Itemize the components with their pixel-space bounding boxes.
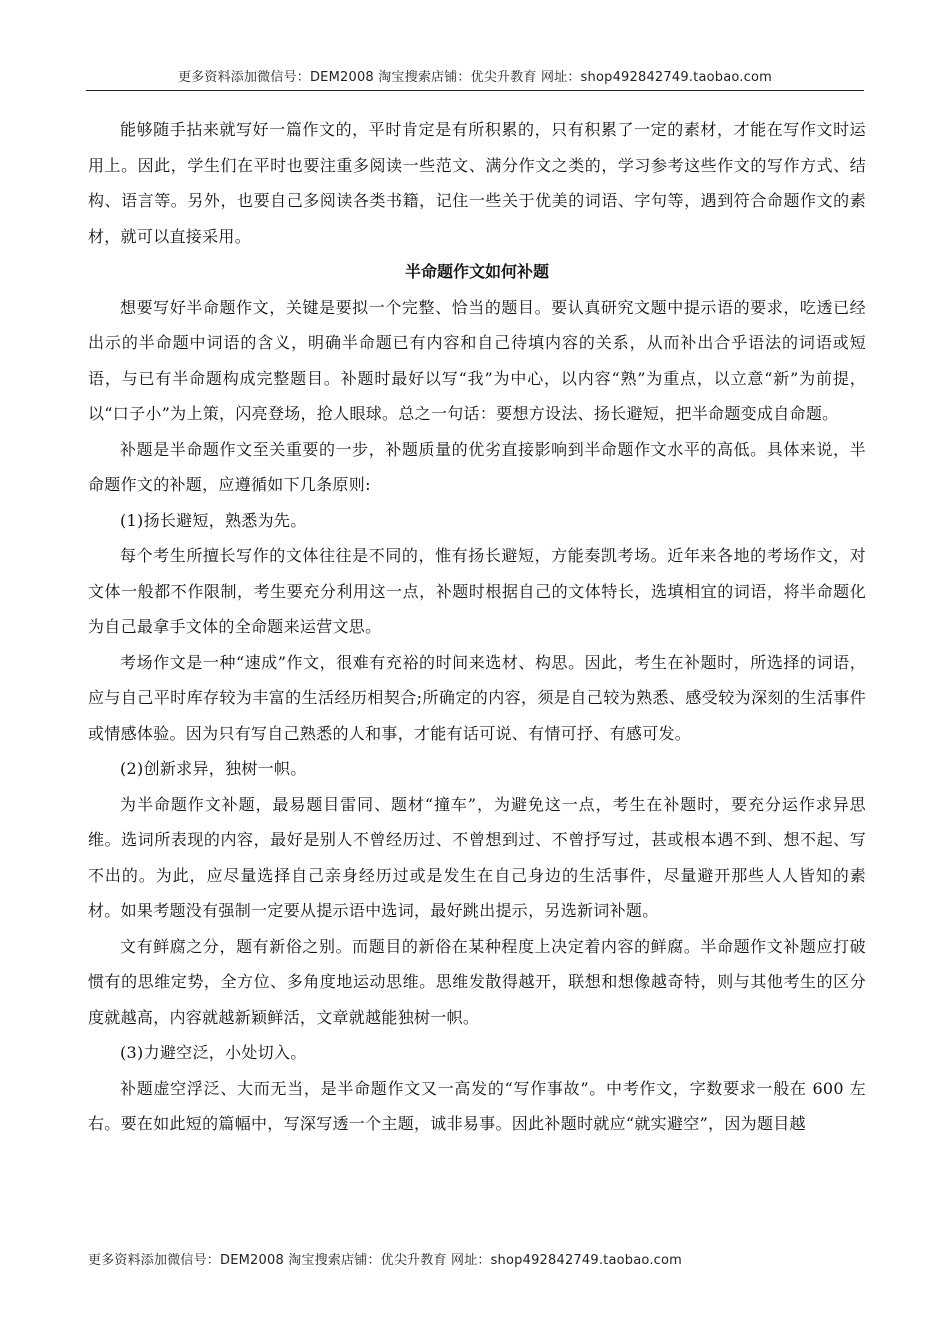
body-paragraph: 想要写好半命题作文，关键是要拟一个完整、恰当的题目。要认真研究文题中提示语的要求，吃透已经出示的半命题中词语的含义，明确半命题已有内容和自己待填内容的关系，从而补出合乎语法的词语或短语，与已有半命题构成完整题目。补题时最好以写“我”为中心，以内容“熟”为重点，以立意“新”为前提，以“口子小”为上策，闪亮登场，抢人眼球。总之一句话：要想方设法、扬长避短，把半命题变成自命题。 [88, 297, 866, 423]
page-footer: 更多资料添加微信号：DEM2008 淘宝搜索店铺：优尖升教育 网址：shop492842749.taobao.com [88, 1253, 683, 1268]
page-header: 更多资料添加微信号：DEM2008 淘宝搜索店铺：优尖升教育 网址：shop492842749.taobao.com [177, 70, 773, 85]
body-paragraph: 补题是半命题作文至关重要的一步，补题质量的优劣直接影响到半命题作文水平的高低。具体来说，半命题作文的补题，应遵循如下几条原则: [88, 439, 866, 494]
principle-heading: (3)力避空泛，小处切入。 [120, 1043, 307, 1062]
principle-heading: (1)扬长避短，熟悉为先。 [120, 510, 307, 530]
section-title: 半命题作文如何补题 [404, 262, 549, 281]
body-paragraph: 为半命题作文补题，最易题目雷同、题材“撞车”，为避免这一点，考生在补题时，要充分运作求异思维。选词所表现的内容，最好是别人不曾经历过、不曾想到过、不曾抒写过，甚或根本遇不到、想不起、写不出的。为此，应尽量选择自己亲身经历过或是发生在自己身边的生活事件，尽量避开那些人人皆知的素材。如果考题没有强制一定要从提示语中选词，最好跳出提示，另选新词补题。 [88, 794, 866, 920]
body-paragraph: 文有鲜腐之分，题有新俗之别。而题目的新俗在某种程度上决定着内容的鲜腐。半命题作文补题应打破惯有的思维定势，全方位、多角度地运动思维。思维发散得越开，联想和想像越奇特，则与其他考生的区分度就越高，内容就越新颖鲜活，文章就越能独树一帜。 [88, 936, 866, 1027]
body-paragraph: 补题虚空浮泛、大而无当，是半命题作文又一高发的“写作事故”。中考作文，字数要求一般在 600 左右。要在如此短的篇幅中，写深写透一个主题，诚非易事。因此补题时就应“就实避空”，因为题目越 [88, 1078, 866, 1133]
body-paragraph: 每个考生所擅长写作的文体往往是不同的，惟有扬长避短，方能奏凯考场。近年来各地的考场作文，对文体一般都不作限制，考生要充分利用这一点，补题时根据自己的文体特长，选填相宜的词语，将半命题化为自己最拿手文体的全命题来运营文思。 [88, 546, 866, 636]
body-paragraph: 考场作文是一种“速成”作文，很难有充裕的时间来选材、构思。因此，考生在补题时，所选择的词语，应与自己平时库存较为丰富的生活经历相契合;所确定的内容，须是自己较为熟悉、感受较为深刻的生活事件或情感体验。因为只有写自己熟悉的人和事，才能有话可说、有情可抒、有感可发。 [88, 652, 866, 743]
header-divider [86, 90, 864, 91]
intro-paragraph: 能够随手拈来就写好一篇作文的，平时肯定是有所积累的，只有积累了一定的素材，才能在写作文时运用上。因此，学生们在平时也要注重多阅读一些范文、满分作文之类的，学习参考这些作文的写作方式、结构、语言等。另外，也要自己多阅读各类书籍，记住一些关于优美的词语、字句等，遇到符合命题作文的素材，就可以直接采用。 [88, 120, 866, 246]
principle-heading: (2)创新求异，独树一帜。 [120, 759, 307, 778]
document-body [88, 112, 866, 1142]
